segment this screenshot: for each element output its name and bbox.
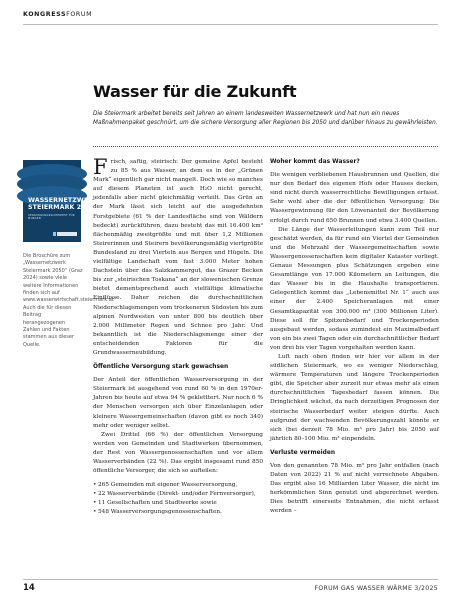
subheading-verluste: Verluste vermeiden: [270, 449, 336, 456]
drop-cap: F: [93, 155, 108, 179]
list-item: • 548 Wasserversorgungsgenossenschaften.: [93, 508, 263, 517]
section-tag-light: FORUM: [66, 11, 93, 18]
list-item: • 11 Gesellschaften und Stadtwerke sowie: [93, 499, 263, 508]
sidebar-note: [23, 253, 114, 349]
subheading-woher: Woher kommt das Wasser?: [270, 159, 360, 165]
cover-subtitle: VERSORGUNGSSICHERHEIT FÜR MORGEN: [28, 214, 75, 220]
intro-text: risch, saftig, steirisch: Der gemeine Apfel besteht zu 85 % aus Wasser, an dem es in der „Grünen Mark“ eigentlich gar nicht mangelt. Doch wie so manches auf diesem Planeten ist auch H₂O nicht gerecht, jedenfalls aber nicht gleichmäßig verteilt. Das Grün an der Mark lässt sich leicht auf die ausgedehnten Forstgebiete (61 % der Landesfläche sind von Wäldern bedeckt) zurückführen, dazu besteht das mit 16.400 km² flächenmäßig zweitgrößte und mit über 1,2 Millionen Steirerinnen und Steirern bevölkerungsmäßig viertgrößte Bundesland zu drei Vierteln aus Bergen und Hügeln. Die vielfältige Landschaft vom fast 3.000 Meter hohen Dachstein über das Salzkammergut, das Grazer Becken bis zur „steirischen Toskana“ an der slowenischen Grenze bietet dementsprechend auch vielfältige klimatische Einflüsse. Daher reichen die durchschnittlichen Niederschlagsmengen vom trockeneren Südosten bis zum alpinen Nordwesten von unter 800 bis deutlich über 2.000 Millimeter Regen und Schnee pro Jahr. Und bekanntlich ist die Niederschlagsmenge einer der entscheidenden Faktoren für die Grundwasserneubildung.: [93, 159, 263, 356]
paragraph: Luft nach oben finden wir hier vor allem in der südlichen Steiermark, wo es weniger Niederschlag, wärmere Temperaturen und längere Trockenperioden gibt, die Speicher aber zurzeit nur etwas mehr als einen durchschnittlichen Tagesbedarf fassen können. Die Dringlichkeit wächst, da nach derzeitigen Prognosen der steirische Wasserbedarf weiter steigen dürfte. Auch aufgrund der wachsenden Bevölkerungszahl könnte er sich (bei derzeit 78 Mio. m³ pro Jahr) bis 2050 auf jährlich 80–100 Mio. m³ einpendeln.: [270, 353, 439, 442]
paragraph: Der Anteil der öffentlichen Wasserversorgung in der Steiermark ist ausgehend von rund 60 % in den 1970er-Jahren bis heute auf etwa 94 % gekletttert. Nur noch 6 % der Menschen versorgen sich über Einzelanlagen oder kleinere Wassergemeinschaften (davon gibt es noch 340) mehr oder weniger selbst.: [93, 377, 263, 429]
list-item: • 22 Wasserverbände (Direkt- und/oder Fernversorger),: [93, 490, 263, 499]
publication-footer: FORUM GAS WASSER WÄRME 3/2025: [314, 585, 438, 592]
right-column: [270, 158, 439, 517]
section-tag: [23, 11, 92, 18]
sidebar-note-source: Die Broschüre zum „Wassernetzwerk Steiermark 2050“ (Graz 2024) sowie viele weitere Informationen finden sich auf www.wasserwirtschaft.steiermark.at: [23, 253, 114, 304]
dotted-divider: [93, 146, 438, 147]
paragraph: Die wenigen verbliebenen Hausbrunnen und Quellen, die nur den Bedarf des eigenen Hofs oder Hauses decken, sind nicht durch wasserrechtliche Bewilligungen erfasst. Sehr wohl aber die der öffentlichen Versorgung: Die Wassergewinnung für den Löwenanteil der Bevölkerung erfolgt durch rund 650 Brunnen und etwa 3.400 Quellen.: [270, 172, 439, 224]
cover-title: WASSERNETZWERK STEIERMARK 2050: [28, 197, 99, 211]
brochure-cover-image: [23, 160, 99, 242]
intro-paragraph: [93, 155, 263, 358]
list-item: • 265 Gemeinden mit eigener Wasserversorgung,: [93, 481, 263, 490]
cover-logo-mark: [53, 232, 56, 236]
article-title: Wasser für die Zukunft: [93, 82, 297, 101]
cover-logo: [57, 232, 77, 236]
paragraph: Zwei Drittel (66 %) der öffentlichen Versorgung werden von Gemeinden und Stadtwerken übernommen, der Rest von Wassergenossenschaften und vor allem Wasserverbänden (22 %). Das ergibt insgesamt rund 850 öffentliche Versorger, die sich so aufteilen:: [93, 431, 263, 475]
footer-divider: [23, 579, 438, 580]
subheading-versorgung: Öffentliche Versorgung stark gewachsen: [93, 364, 229, 371]
paragraph: Die Länge der Wasserleitungen kann zum Teil nur geschätzt werden, da für rund ein Viertel der Gemeinden und die Mehrzahl der Wassergemeinschaften sowie Wassergenossenschaften kein digitaler Kataster vorliegt. Genaue Messungen plus Schätzungen ergeben eine Gesamtlänge von 17.000 Kilometern an Leitungen, die das Wasser bis in die Haushalte transportieren. Gelegentlich kommt das „Lebensmittel Nr. 1“ auch aus einer der 2.400 Speicheranlagen mit einer Gesamtkapazität von 300.000 m³ (300 Millionen Liter). Diese soll für Spitzenbedarf und Trockenperioden ausgebaut werden, sodass zumindest ein Maximalbedarf von ein bis zwei Tagen oder ein durchschnittlicher Bedarf von drei bis vier Tagen vorgehalten werden kann.: [270, 226, 439, 351]
left-column: [93, 155, 263, 518]
article-lede: Die Steiermark arbeitet bereits seit Jahren an einem landesweiten Wassernetzwerk und hat nun ein neues Maßnahmenpaket geschnürt, um die sichere Versorgung aller Regionen bis 2050 und darüber hinaus zu gewährleisten.: [93, 111, 438, 126]
header-divider: [23, 24, 438, 25]
paragraph: Von den genannten 78 Mio. m³ pro Jahr entfallen (nach Daten von 2022) 21 % auf nicht verrechnete Abgaben. Das ergibt also 16 Milliarden Liter Wasser, die nicht im herkömmlichen Sinn genutzt und abgerechnet werden. Dies betrifft einerseits Entnahmen, die nicht erfasst werden –: [270, 463, 439, 515]
sidebar-note-figures: Auch die für diesen Beitrag herangezogenen Zahlen und Fakten stammen aus dieser Quelle.: [23, 304, 75, 348]
supplier-list: [93, 481, 263, 517]
section-tag-bold: KONGRESS: [23, 11, 67, 18]
page-number: 14: [23, 583, 35, 593]
